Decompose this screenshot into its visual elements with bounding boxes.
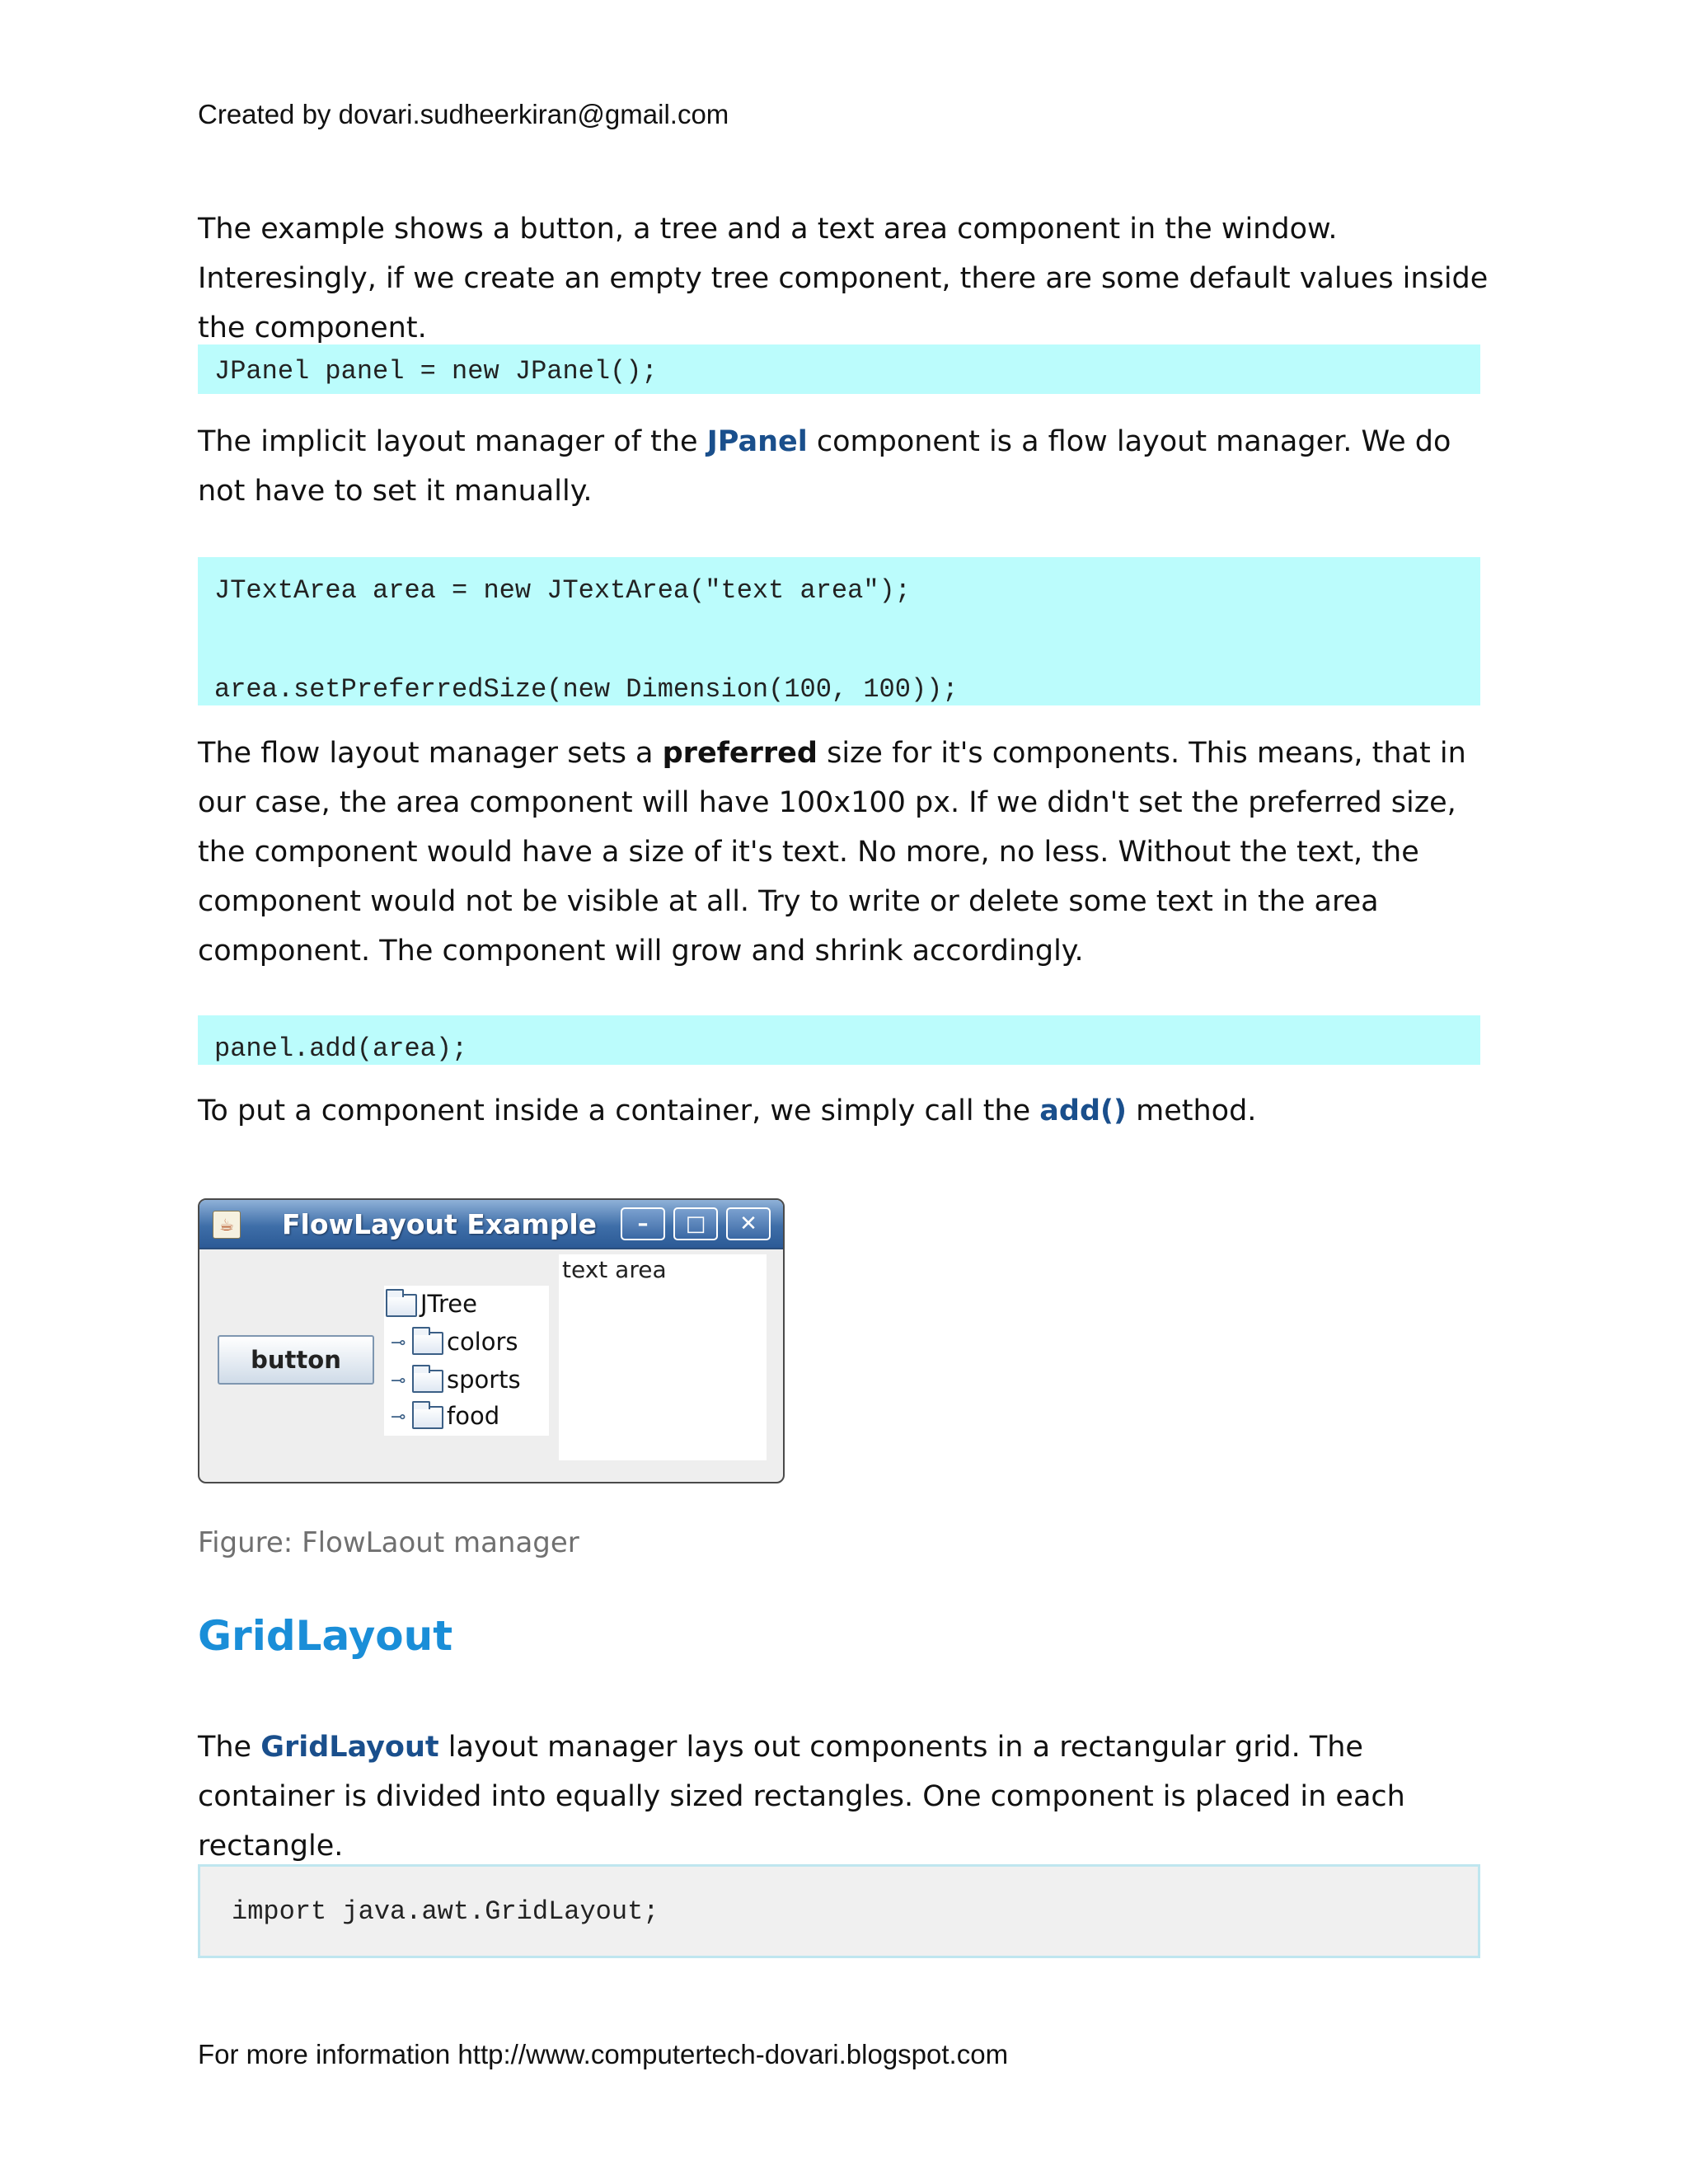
code-block-jpanel	[198, 344, 1480, 394]
expand-handle-icon[interactable]: ⊸	[391, 1333, 406, 1353]
minimize-button[interactable]: –	[621, 1207, 665, 1240]
text-run: component is a flow layout manager. We do not have to set it manually.	[198, 425, 1451, 508]
paragraph-add	[198, 1086, 1490, 1136]
button-component[interactable]: button	[218, 1335, 374, 1385]
keyword-gridlayout: GridLayout	[260, 1731, 439, 1764]
code-block-import	[198, 1864, 1480, 1958]
window-title: FlowLayout Example	[282, 1208, 598, 1240]
folder-icon	[412, 1332, 443, 1355]
text-area-component[interactable]: text area	[559, 1254, 767, 1460]
tree-node-label: JTree	[420, 1290, 477, 1318]
page-header: Created by dovari.sudheerkiran@gmail.com	[198, 99, 729, 129]
tree-node-label: colors	[447, 1328, 518, 1356]
code-line: panel.add(area);	[214, 1033, 468, 1064]
code-line: JTextArea area = new JTextArea("text area");	[214, 575, 911, 606]
close-button[interactable]: ✕	[726, 1207, 771, 1240]
tree-node-label: sports	[447, 1366, 521, 1394]
text-run: To put a component inside a container, we simply call the	[198, 1094, 1040, 1127]
paragraph-intro: The example shows a button, a tree and a text area component in the window. Interesingly, if we create an empty tree component, there are some default values inside the component.	[198, 213, 1489, 344]
paragraph-preferred	[198, 729, 1490, 976]
text-run: The flow layout manager sets a	[198, 737, 663, 770]
tree-node-food[interactable]	[391, 1399, 499, 1432]
expand-handle-icon[interactable]: ⊸	[391, 1371, 406, 1391]
window-titlebar	[199, 1200, 783, 1249]
text-run: layout manager lays out components in a rectangular grid. The container is divided into equally sized rectangles. One component is placed in each rectangle.	[198, 1731, 1405, 1863]
code-line: area.setPreferredSize(new Dimension(100, 100));	[214, 674, 959, 705]
paragraph-jpanel	[198, 417, 1490, 516]
tree-root-node[interactable]	[386, 1287, 477, 1320]
expand-handle-icon[interactable]: ⊸	[391, 1407, 406, 1427]
bold-preferred: preferred	[662, 737, 818, 770]
keyword-jpanel: JPanel	[706, 425, 808, 458]
code-line: JPanel panel = new JPanel();	[214, 356, 658, 387]
text-run: The	[198, 1731, 261, 1764]
code-line: import java.awt.GridLayout;	[232, 1896, 659, 1927]
java-cup-icon: ☕	[213, 1211, 241, 1239]
section-heading: GridLayout	[198, 1612, 453, 1660]
code-block-add	[198, 1015, 1480, 1065]
tree-component[interactable]	[384, 1286, 549, 1436]
maximize-button[interactable]: □	[673, 1207, 718, 1240]
tree-node-label: food	[447, 1402, 500, 1430]
paragraph-gridlayout	[198, 1722, 1490, 1871]
tree-node-sports[interactable]	[391, 1363, 521, 1396]
tree-node-colors[interactable]	[391, 1325, 518, 1358]
keyword-add: add()	[1039, 1094, 1127, 1127]
folder-icon	[412, 1406, 443, 1429]
folder-icon	[412, 1370, 443, 1393]
flowlayout-window	[198, 1198, 785, 1483]
text-run: method.	[1127, 1094, 1257, 1127]
code-block-textarea	[198, 557, 1480, 705]
page-footer: For more information http://www.computertech-dovari.blogspot.com	[198, 2039, 1009, 2069]
text-run: The implicit layout manager of the	[198, 425, 707, 458]
text-run: size for it's components. This means, that in our case, the area component will have 100x100 px. If we didn't set the preferred size, the component would have a size of it's text. No more, no less. Without the text, the component would not be visible at all. Try to write or delete some text in the area component. The component will grow and shrink accordingly.	[198, 737, 1466, 968]
figure-caption: Figure: FlowLaout manager	[198, 1526, 579, 1559]
folder-icon	[386, 1294, 417, 1317]
